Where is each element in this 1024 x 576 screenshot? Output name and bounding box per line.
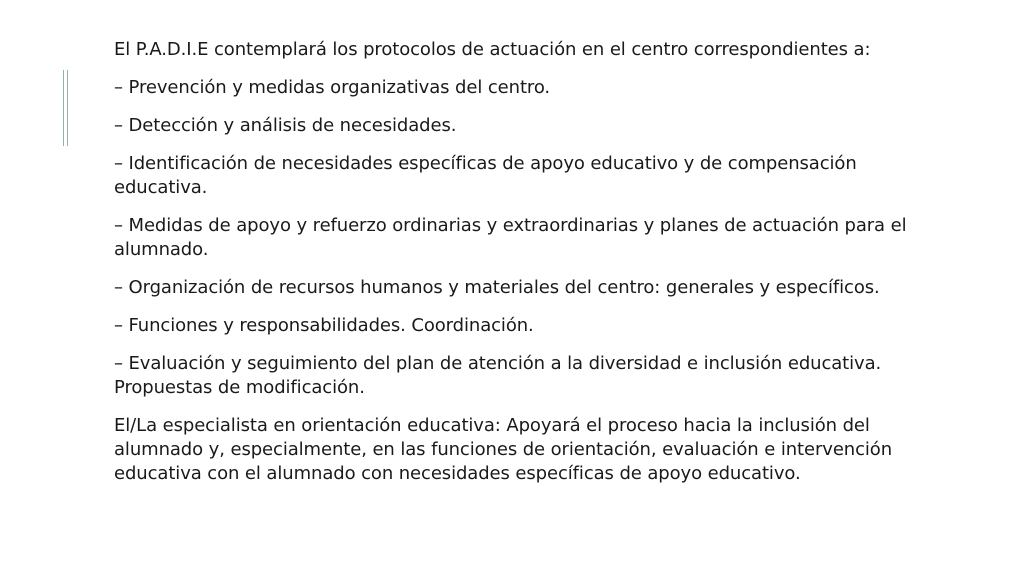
list-item-deteccion: – Detección y análisis de necesidades. [114,115,457,136]
accent-line-right [67,70,68,146]
list-item-identificacion: – Identificación de necesidades específicas de apoyo educativo y de compensación educativa. [114,153,857,198]
slide-body [114,38,934,500]
closing-paragraph: El/La especialista en orientación educativa: Apoyará el proceso hacia la inclusión del alumnado y, especialmente, en las funciones de orientación, evaluación e intervención educativa con el alumnado con necesidades específicas de apoyo educativo. [114,415,893,484]
accent-line-left [63,70,64,146]
list-item-prevencion: – Prevención y medidas organizativas del centro. [114,77,551,98]
list-item-evaluacion: – Evaluación y seguimiento del plan de atención a la diversidad e inclusión educativa. Propuestas de modificación. [114,353,882,398]
list-item-medidas: – Medidas de apoyo y refuerzo ordinarias y extraordinarias y planes de actuación para el alumnado. [114,215,907,260]
list-item-organizacion: – Organización de recursos humanos y materiales del centro: generales y específicos. [114,277,880,298]
intro-paragraph: El P.A.D.I.E contemplará los protocolos de actuación en el centro correspondientes a: [114,39,871,60]
list-item-funciones: – Funciones y responsabilidades. Coordinación. [114,315,534,336]
